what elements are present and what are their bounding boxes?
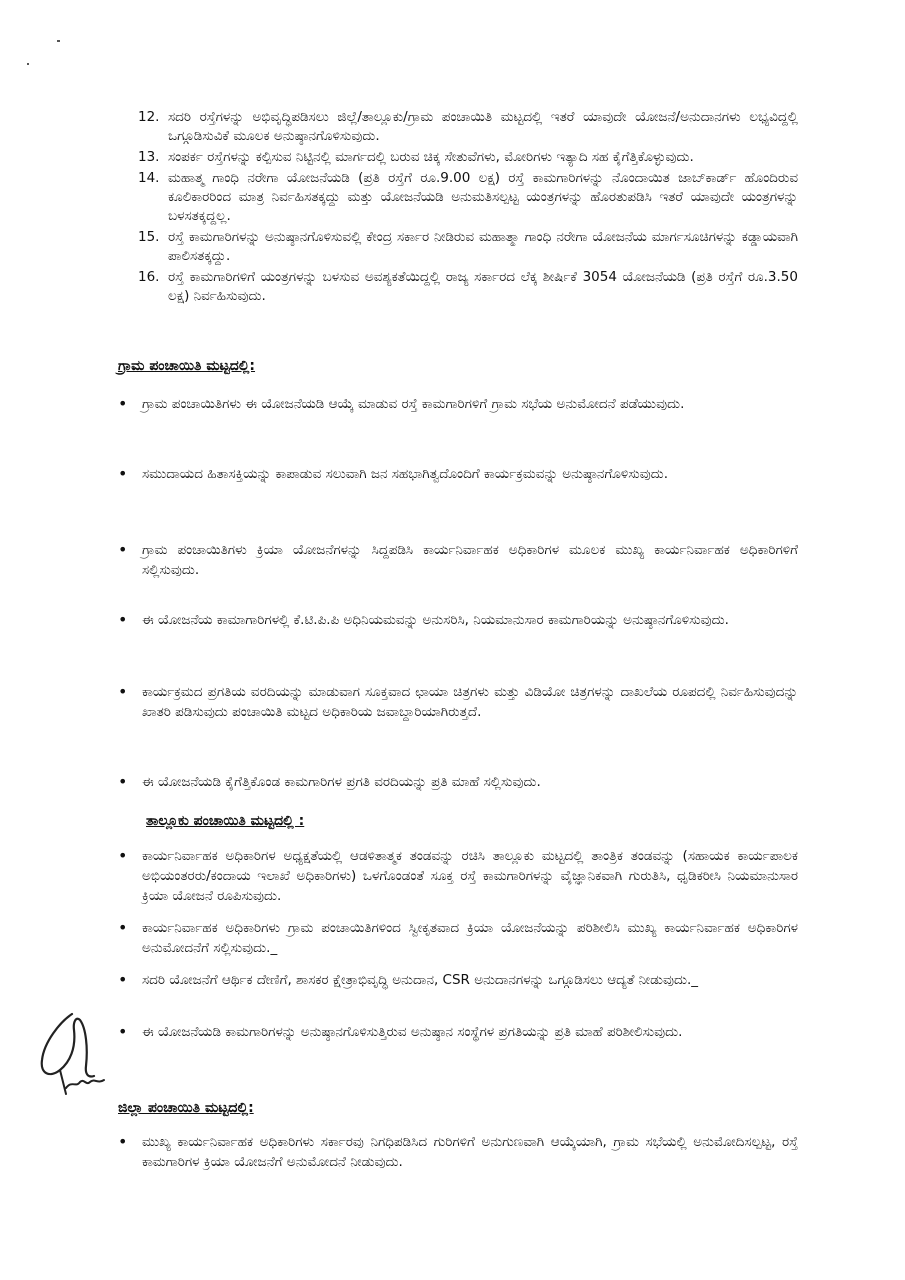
item-text: ಗ್ರಾಮ ಪಂಚಾಯಿತಿಗಳು ಕ್ರಿಯಾ ಯೋಜನೆಗಳನ್ನು ಸಿದ್ದಪಡಿಸಿ ಕಾರ್ಯನಿರ್ವಾಹಕ ಅಧಿಕಾರಿಗಳ ಮೂಲಕ ಮುಖ್ಯ ಕಾರ್ಯನಿರ್ವಾಹಕ ಅಧಿಕಾರಿಗಳಿಗೆ ಸಲ್ಲಿಸುವುದು.: [142, 542, 798, 578]
item-text: ಈ ಯೋಜನೆಯಡಿ ಕೈಗೆತ್ತಿಕೊಂಡ ಕಾಮಗಾರಿಗಳ ಪ್ರಗತಿ ವರದಿಯನ್ನು ಪ್ರತಿ ಮಾಹೆ ಸಲ್ಲಿಸುವುದು.: [142, 774, 541, 790]
list-item: [118, 772, 798, 792]
item-text: ಈ ಯೋಜನೆಯ ಕಾಮಾಗಾರಿಗಳಲ್ಲಿ ಕೆ.ಟಿ.ಪಿ.ಪಿ ಅಧಿನಿಯಮವನ್ನು ಅನುಸರಿಸಿ, ನಿಯಮಾನುಸಾರ ಕಾಮಗಾರಿಯನ್ನು ಅನುಷ್ಠಾನಗೊಳಿಸುವುದು.: [142, 612, 729, 628]
scan-speck: [57, 40, 60, 42]
list-item: [138, 228, 798, 266]
item-number: 14.: [138, 170, 160, 186]
taluk-list: [118, 918, 798, 958]
item-text: ಕಾರ್ಯಕ್ರಮದ ಪ್ರಗತಿಯ ವರದಿಯನ್ನು ಮಾಡುವಾಗ ಸೂಕ್ತವಾದ ಛಾಯಾ ಚಿತ್ರಗಳು ಮತ್ತು ವಿಡಿಯೋ ಚಿತ್ರಗಳನ್ನು ದಾಖಲೆಯ ರೂಪದಲ್ಲಿ ನಿರ್ವಹಿಸುವುದನ್ನು ಖಾತರಿ ಪಡಿಸುವುದು ಪಂಚಾಯಿತಿ ಮಟ್ಟದ ಅಧಿಕಾರಿಯ ಜವಾಬ್ದಾರಿಯಾಗಿರುತ್ತದೆ.: [142, 684, 798, 720]
bullet-icon: •: [118, 970, 128, 989]
bullet-icon: •: [118, 394, 128, 413]
list-item: [118, 970, 798, 990]
list-item: [138, 268, 798, 306]
gram-list: [118, 540, 798, 580]
list-item: [138, 169, 798, 226]
item-text: ಸಂಪರ್ಕ ರಸ್ತೆಗಳನ್ನು ಕಲ್ಪಿಸುವ ನಿಟ್ಟಿನಲ್ಲಿ ಮಾರ್ಗದಲ್ಲಿ ಬರುವ ಚಿಕ್ಕ ಸೇತುವೆಗಳು, ಮೋರಿಗಳು ಇತ್ಯಾದಿ ಸಹ ಕೈಗೆತ್ತಿಕೊಳ್ಳುವುದು.: [168, 149, 694, 165]
list-item: [118, 394, 798, 414]
item-text: ರಸ್ತೆ ಕಾಮಗಾರಿಗಳಿಗೆ ಯಂತ್ರಗಳನ್ನು ಬಳಸುವ ಅವಶ್ಯಕತೆಯಿದ್ದಲ್ಲಿ ರಾಜ್ಯ ಸರ್ಕಾರದ ಲೆಕ್ಕ ಶೀರ್ಷಿಕೆ 3054 ಯೋಜನೆಯಡಿ (ಪ್ರತಿ ರಸ್ತೆಗೆ ರೂ.3.50 ಲಕ್ಷ) ನಿರ್ವಹಿಸುವುದು.: [168, 269, 798, 304]
gram-list: [118, 464, 798, 484]
list-item: [118, 464, 798, 484]
item-number: 13.: [138, 149, 160, 165]
scan-speck: [27, 63, 29, 65]
bullet-icon: •: [118, 1022, 128, 1041]
item-number: 15.: [138, 229, 160, 245]
bullet-icon: •: [118, 772, 128, 791]
gram-list: [118, 772, 798, 792]
gram-panchayat-heading: ಗ್ರಾಮ ಪಂಚಾಯಿತಿ ಮಟ್ಟದಲ್ಲಿ:: [118, 358, 256, 374]
taluk-list: [118, 1022, 798, 1042]
bullet-icon: •: [118, 918, 128, 937]
bullet-icon: •: [118, 1132, 128, 1151]
signature-icon: [30, 1008, 110, 1098]
list-item: [138, 148, 798, 167]
zilla-panchayat-heading: ಜಿಲ್ಲಾ ಪಂಚಾಯಿತಿ ಮಟ್ಟದಲ್ಲಿ:: [118, 1100, 254, 1116]
item-text: ಸದರಿ ರಸ್ತೆಗಳನ್ನು ಅಭಿವೃದ್ಧಿಪಡಿಸಲು ಜಿಲ್ಲೆ/ತಾಲ್ಲೂಕು/ಗ್ರಾಮ ಪಂಚಾಯಿತಿ ಮಟ್ಟದಲ್ಲಿ ಇತರೆ ಯಾವುದೇ ಯೋಜನೆ/ಅನುದಾನಗಳು ಲಭ್ಯವಿದ್ದಲ್ಲಿ ಒಗ್ಗೂಡಿಸುವಿಕೆ ಮೂಲಕ ಅನುಷ್ಠಾನಗೊಳಿಸುವುದು.: [168, 109, 798, 144]
list-item: [118, 1022, 798, 1042]
item-number: 16.: [138, 269, 160, 285]
taluk-panchayat-heading: ತಾಲ್ಲೂಕು ಪಂಚಾಯಿತಿ ಮಟ್ಟದಲ್ಲಿ :: [146, 813, 305, 829]
numbered-list: [138, 108, 798, 308]
list-item: [118, 540, 798, 580]
item-text: ಕಾರ್ಯನಿರ್ವಾಹಕ ಅಧಿಕಾರಿಗಳ ಅಧ್ಯಕ್ಷತೆಯಲ್ಲಿ ಆಡಳಿತಾತ್ಮಕ ತಂಡವನ್ನು ರಚಿಸಿ ತಾಲ್ಲೂಕು ಮಟ್ಟದಲ್ಲಿ ತಾಂತ್ರಿಕ ತಂಡವನ್ನು (ಸಹಾಯಕ ಕಾರ್ಯಪಾಲಕ ಅಭಿಯಂತರರು/ಕಂದಾಯ ಇಲಾಖೆ ಅಧಿಕಾರಿಗಳು) ಒಳಗೊಂಡಂತೆ ಸೂಕ್ತ ರಸ್ತೆ ಕಾಮಗಾರಿಗಳನ್ನು ವೈಜ್ಞಾನಿಕವಾಗಿ ಗುರುತಿಸಿ, ಧೃಡಿಕರೀಸಿ ನಿಯಮಾನುಸಾರ ಕ್ರಿಯಾ ಯೋಜನೆ ರೂಪಿಸುವುದು.: [142, 848, 798, 904]
item-text: ಗ್ರಾಮ ಪಂಚಾಯಿತಿಗಳು ಈ ಯೋಜನೆಯಡಿ ಆಯ್ಕೆ ಮಾಡುವ ರಸ್ತೆ ಕಾಮಗಾರಿಗಳಿಗೆ ಗ್ರಾಮ ಸಭೆಯ ಅನುಮೋದನೆ ಪಡೆಯುವುದು.: [142, 396, 685, 412]
list-item: [118, 682, 798, 722]
bullet-icon: •: [118, 682, 128, 701]
item-text: ಸಮುದಾಯದ ಹಿತಾಸಕ್ತಿಯನ್ನು ಕಾಪಾಡುವ ಸಲುವಾಗಿ ಜನ ಸಹಭಾಗಿತ್ವದೊಂದಿಗೆ ಕಾರ್ಯಕ್ರಮವನ್ನು ಅನುಷ್ಠಾನಗೊಳಿಸುವುದು.: [142, 466, 669, 482]
bullet-icon: •: [118, 610, 128, 629]
taluk-list: [118, 970, 798, 990]
item-number: 12.: [138, 109, 160, 125]
gram-list: [118, 682, 798, 722]
zilla-list: [118, 1132, 798, 1172]
gram-list: [118, 610, 798, 630]
gram-list: [118, 394, 798, 414]
list-item: [138, 108, 798, 146]
list-item: [118, 846, 798, 906]
list-item: [118, 1132, 798, 1172]
taluk-list: [118, 846, 798, 906]
bullet-icon: •: [118, 540, 128, 559]
item-text: ಕಾರ್ಯನಿರ್ವಾಹಕ ಅಧಿಕಾರಿಗಳು ಗ್ರಾಮ ಪಂಚಾಯಿತಿಗಳಿಂದ ಸ್ವೀಕೃತವಾದ ಕ್ರಿಯಾ ಯೋಜನೆಯನ್ನು ಪರಿಶೀಲಿಸಿ ಮುಖ್ಯ ಕಾರ್ಯನಿರ್ವಾಹಕ ಅಧಿಕಾರಿಗಳ ಅನುಮೋದನೆಗೆ ಸಲ್ಲಿಸುವುದು._: [142, 920, 798, 956]
item-text: ಈ ಯೋಜನೆಯಡಿ ಕಾಮಗಾರಿಗಳನ್ನು ಅನುಷ್ಠಾನಗೊಳಿಸುತ್ತಿರುವ ಅನುಷ್ಠಾನ ಸಂಸ್ಥೆಗಳ ಪ್ರಗತಿಯನ್ನು ಪ್ರತಿ ಮಾಹೆ ಪರಿಶೀಲಿಸುವುದು.: [142, 1024, 683, 1040]
list-item: [118, 918, 798, 958]
item-text: ಮುಖ್ಯ ಕಾರ್ಯನಿರ್ವಾಹಕ ಅಧಿಕಾರಿಗಳು ಸರ್ಕಾರವು ನಿಗಧಿಪಡಿಸಿದ ಗುರಿಗಳಿಗೆ ಅನುಗುಣವಾಗಿ ಆಯ್ಕೆಯಾಗಿ, ಗ್ರಾಮ ಸಭೆಯಲ್ಲಿ ಅನುಮೋದಿಸಲ್ಪಟ್ಟ, ರಸ್ತೆ ಕಾಮಗಾರಿಗಳ ಕ್ರಿಯಾ ಯೋಜನೆಗೆ ಅನುಮೋದನೆ ನೀಡುವುದು.: [142, 1134, 798, 1170]
list-item: [118, 610, 798, 630]
item-text: ಸದರಿ ಯೋಜನೆಗೆ ಆರ್ಥಿಕ ದೇಣಿಗೆ, ಶಾಸಕರ ಕ್ಷೇತ್ರಾಭಿವೃದ್ಧಿ ಅನುದಾನ, CSR ಅನುದಾನಗಳನ್ನು ಒಗ್ಗೂಡಿಸಲು ಆದ್ಯತೆ ನೀಡುವುದು._: [142, 972, 699, 988]
item-text: ರಸ್ತೆ ಕಾಮಗಾರಿಗಳನ್ನು ಅನುಷ್ಠಾನಗೊಳಿಸುವಲ್ಲಿ ಕೇಂದ್ರ ಸರ್ಕಾರ ನೀಡಿರುವ ಮಹಾತ್ಮಾ ಗಾಂಧಿ ನರೇಗಾ ಯೋಜನೆಯ ಮಾರ್ಗಸೂಚಿಗಳನ್ನು ಕಡ್ಡಾಯವಾಗಿ ಪಾಲಿಸತಕ್ಕದ್ದು.: [168, 229, 798, 264]
bullet-icon: •: [118, 846, 128, 865]
item-text: ಮಹಾತ್ಮ ಗಾಂಧಿ ನರೇಗಾ ಯೋಜನೆಯಡಿ (ಪ್ರತಿ ರಸ್ತೆಗೆ ರೂ.9.00 ಲಕ್ಷ) ರಸ್ತೆ ಕಾಮಗಾರಿಗಳನ್ನು ನೊಂದಾಯಿತ ಜಾಬ್‌ಕಾರ್ಡ್ ಹೊಂದಿರುವ ಕೂಲಿಕಾರರಿಂದ ಮಾತ್ರ ನಿರ್ವಹಿಸತಕ್ಕದ್ದು ಮತ್ತು ಯೋಜನೆಯಡಿ ಅನುಮತಿಸಲ್ಪಟ್ಟ ಯಂತ್ರಗಳನ್ನು ಹೊರತುಪಡಿಸಿ ಇತರೆ ಯಾವುದೇ ಯಂತ್ರಗಳನ್ನು ಬಳಸತಕ್ಕದ್ದಲ್ಲ.: [168, 170, 798, 224]
bullet-icon: •: [118, 464, 128, 483]
